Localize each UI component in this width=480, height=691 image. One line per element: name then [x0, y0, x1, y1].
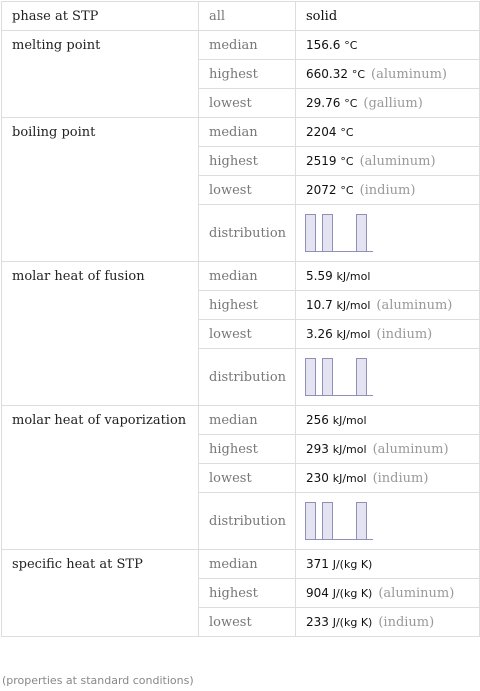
stat-label: median: [199, 31, 296, 60]
value-unit: °C: [340, 154, 354, 168]
value-number: 904: [306, 585, 329, 600]
histogram-bar: [356, 358, 367, 396]
boiling-point-median-row: [2, 118, 480, 147]
fusion-distribution: [296, 349, 480, 406]
value-number: 2519: [306, 153, 337, 168]
value-number: 2072: [306, 182, 337, 197]
value-unit: °C: [344, 96, 358, 110]
boiling-point-lowest-value: [296, 176, 480, 205]
melting-point-label: melting point: [2, 31, 199, 118]
histogram-bar: [305, 502, 316, 540]
histogram-bar: [322, 358, 333, 396]
stat-label: highest: [199, 435, 296, 464]
stat-label: highest: [199, 60, 296, 89]
value-number: 256: [306, 413, 329, 427]
histogram: [305, 358, 373, 396]
stat-label: highest: [199, 291, 296, 320]
value-unit: J/(kg K): [332, 586, 373, 600]
stat-label: highest: [199, 579, 296, 608]
stat-label: median: [199, 262, 296, 291]
value-number: 5.59: [306, 269, 333, 283]
melting-point-lowest-value: [296, 89, 480, 118]
phase-value: solid: [296, 2, 480, 31]
element-note: (indium): [372, 470, 429, 486]
value-number: 660.32: [306, 66, 348, 81]
value-number: 156.6: [306, 38, 341, 52]
value-number: 3.26: [306, 326, 333, 341]
value-unit: °C: [351, 67, 366, 81]
value-number: 10.7: [306, 297, 333, 312]
stat-label: lowest: [199, 89, 296, 118]
properties-table: [1, 1, 480, 637]
phase-label: phase at STP: [2, 2, 199, 31]
element-note: (aluminum): [371, 66, 447, 82]
histogram-bar: [305, 214, 316, 252]
stat-label: lowest: [199, 176, 296, 205]
vaporization-distribution: [296, 493, 480, 550]
phase-stat: all: [199, 2, 296, 31]
histogram: [305, 214, 373, 252]
histogram-bar: [356, 214, 367, 252]
value-unit: kJ/mol: [332, 442, 367, 456]
value-unit: kJ/mol: [336, 298, 371, 312]
specific-heat-median-value: [296, 550, 480, 579]
stat-label: highest: [199, 147, 296, 176]
histogram: [305, 502, 373, 540]
stat-label: distribution: [199, 493, 296, 550]
value-unit: J/(kg K): [332, 558, 373, 571]
vaporization-lowest-value: [296, 464, 480, 493]
value-unit: J/(kg K): [332, 615, 373, 629]
footer-note: (properties at standard conditions): [2, 674, 194, 687]
histogram-bar: [305, 358, 316, 396]
specific-heat-highest-value: [296, 579, 480, 608]
element-note: (aluminum): [372, 441, 449, 457]
stat-label: lowest: [199, 464, 296, 493]
fusion-lowest-value: [296, 320, 480, 349]
stat-label: lowest: [199, 320, 296, 349]
header-row: [2, 2, 480, 31]
melting-point-median-row: [2, 31, 480, 60]
value-unit: °C: [340, 183, 354, 197]
boiling-point-highest-value: [296, 147, 480, 176]
value-unit: °C: [344, 39, 358, 52]
vaporization-median-value: [296, 406, 480, 435]
melting-point-median-value: [296, 31, 480, 60]
stat-label: distribution: [199, 205, 296, 262]
molar-heat-of-fusion-label: molar heat of fusion: [2, 262, 199, 406]
specific-heat-lowest-value: [296, 608, 480, 637]
fusion-median-value: [296, 262, 480, 291]
element-note: (indium): [376, 326, 433, 342]
value-unit: kJ/mol: [336, 327, 371, 341]
histogram-bar: [322, 502, 333, 540]
stat-label: lowest: [199, 608, 296, 637]
value-number: 233: [306, 614, 329, 629]
element-note: (aluminum): [376, 297, 453, 313]
value-number: 2204: [306, 125, 337, 139]
vaporization-highest-value: [296, 435, 480, 464]
specific-heat-median-row: [2, 550, 480, 579]
fusion-highest-value: [296, 291, 480, 320]
stat-label: median: [199, 406, 296, 435]
specific-heat-label: specific heat at STP: [2, 550, 199, 637]
histogram-bar: [322, 214, 333, 252]
molar-heat-of-vaporization-label: molar heat of vaporization: [2, 406, 199, 550]
boiling-point-label: boiling point: [2, 118, 199, 262]
element-note: (gallium): [363, 95, 423, 111]
boiling-point-distribution: [296, 205, 480, 262]
element-note: (aluminum): [359, 153, 436, 169]
element-note: (indium): [378, 614, 435, 630]
value-number: 371: [306, 557, 329, 571]
value-number: 230: [306, 470, 329, 485]
value-unit: kJ/mol: [332, 471, 367, 485]
value-unit: kJ/mol: [336, 270, 371, 283]
melting-point-highest-value: [296, 60, 480, 89]
stat-label: median: [199, 118, 296, 147]
stat-label: distribution: [199, 349, 296, 406]
boiling-point-median-value: [296, 118, 480, 147]
element-note: (indium): [359, 182, 416, 198]
value-number: 29.76: [306, 95, 341, 110]
fusion-median-row: [2, 262, 480, 291]
element-note: (aluminum): [378, 585, 455, 601]
value-unit: °C: [340, 126, 354, 139]
value-unit: kJ/mol: [332, 414, 367, 427]
value-number: 293: [306, 441, 329, 456]
stat-label: median: [199, 550, 296, 579]
vaporization-median-row: [2, 406, 480, 435]
histogram-bar: [356, 502, 367, 540]
